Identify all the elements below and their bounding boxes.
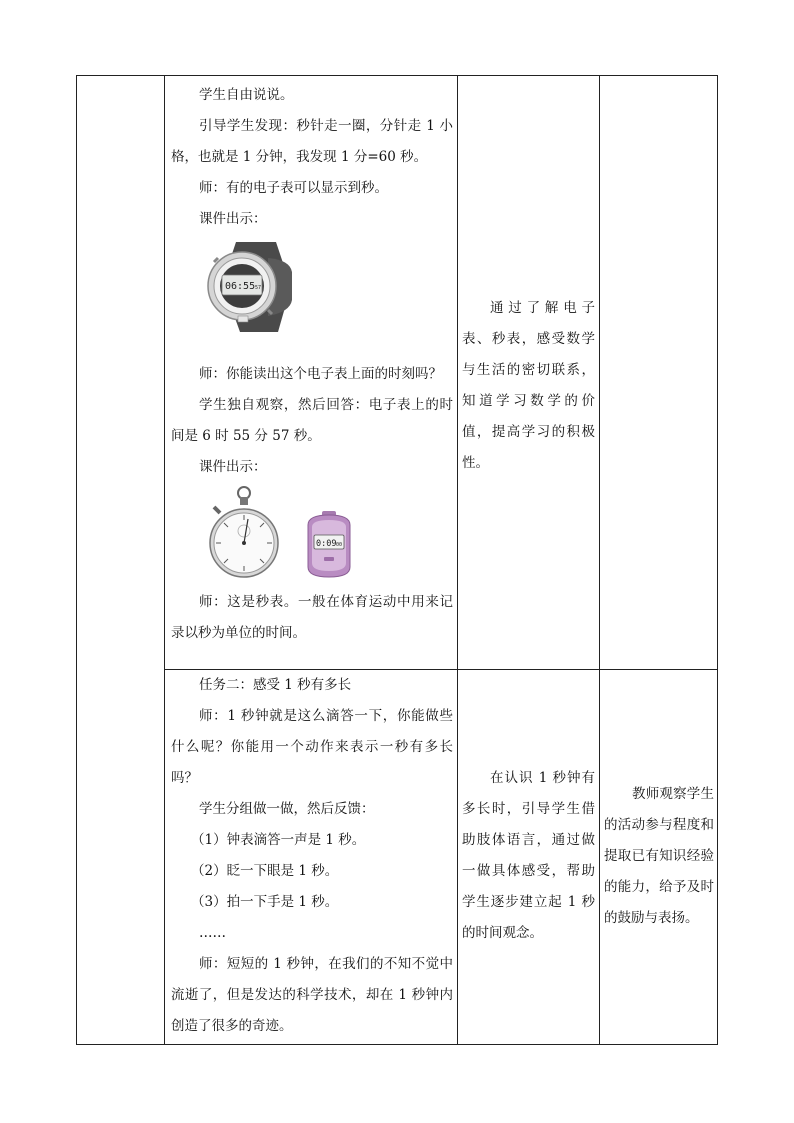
- process-line: 师：有的电子表可以显示到秒。: [199, 180, 388, 196]
- evaluation-cell-2: [604, 779, 714, 934]
- process-line: 引导学生发现：秒针走一圈，分针走 1 小格，也就是 1 分钟，我发现 1 分=60 秒。: [171, 118, 453, 165]
- digital-watch-image: [206, 238, 298, 334]
- table-column-divider: [164, 75, 165, 1045]
- feedback-item: （3）拍一下手是 1 秒。: [191, 894, 339, 910]
- table-bottom-border: [76, 1044, 718, 1045]
- process-line: 课件出示：: [199, 211, 267, 227]
- stopwatch-hundredths-text: 00: [336, 542, 343, 548]
- process-line: 师：短短的 1 秒钟，在我们的不知不觉中流逝了，但是发达的科学技术，却在 1 秒钟内创造了很多的奇迹。: [171, 956, 453, 1034]
- process-line: 师：1 秒钟就是这么滴答一下，你能做些什么呢？你能用一个动作来表示一秒有多长吗？: [171, 708, 453, 786]
- process-cell-1c: [171, 587, 453, 649]
- ellipsis-line: ……: [199, 925, 226, 941]
- process-line: 学生独自观察，然后回答：电子表上的时间是 6 时 55 分 57 秒。: [171, 397, 453, 444]
- design-intent-cell-1: [462, 293, 595, 479]
- design-intent-cell-2: [462, 763, 595, 949]
- digital-stopwatch-image: [304, 511, 354, 579]
- table-column-divider: [457, 75, 458, 1045]
- table-right-border: [717, 75, 718, 1045]
- process-cell-1: [171, 80, 453, 235]
- analog-stopwatch-image: [206, 485, 282, 581]
- task-title: 任务二：感受 1 秒有多长: [199, 677, 352, 693]
- process-line: 师：你能读出这个电子表上面的时刻吗？: [199, 366, 442, 382]
- process-line: 课件出示：: [199, 459, 267, 475]
- process-cell-1b: [171, 359, 453, 483]
- table-left-border: [76, 75, 77, 1045]
- process-line: 师：这是秒表。一般在体育运动中用来记录以秒为单位的时间。: [171, 594, 453, 641]
- process-line: 学生分组做一做，然后反馈：: [199, 801, 375, 817]
- table-top-border: [76, 75, 718, 76]
- table-column-divider: [599, 75, 600, 1045]
- evaluation-text: 教师观察学生的活动参与程度和提取已有知识经验的能力，给予及时的鼓励与表扬。: [604, 786, 714, 926]
- process-line: 学生自由说说。: [199, 87, 294, 103]
- watch-seconds-text: 57: [255, 285, 262, 291]
- feedback-item: （2）眨一下眼是 1 秒。: [191, 863, 339, 879]
- feedback-item: （1）钟表滴答一声是 1 秒。: [191, 832, 366, 848]
- lesson-table: [76, 75, 718, 1045]
- watch-time-text: 06:55: [225, 281, 256, 292]
- process-cell-2: [171, 670, 453, 1042]
- stopwatch-time-text: 0:09: [316, 539, 337, 549]
- design-intent-text: 通过了解电子表、秒表，感受数学与生活的密切联系，知道学习数学的价值，提高学习的积极性。: [462, 300, 595, 471]
- design-intent-text: 在认识 1 秒钟有多长时，引导学生借助肢体语言，通过做一做具体感受，帮助学生逐步建立起 1 秒的时间观念。: [462, 770, 595, 941]
